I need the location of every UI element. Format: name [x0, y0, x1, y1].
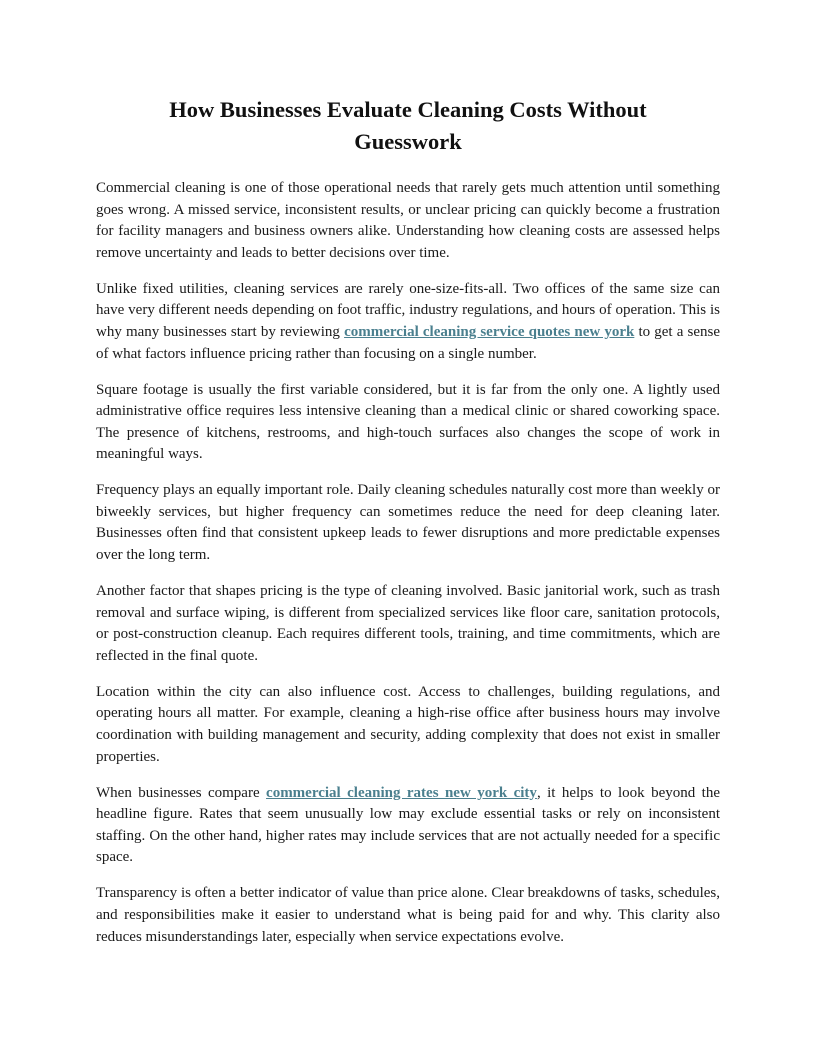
service-quotes-link[interactable]: commercial cleaning service quotes new york — [344, 323, 635, 340]
paragraph-transparency: Transparency is often a better indicator of value than price alone. Clear breakdowns of tasks, schedules, and responsibilities make it easier to understand what is being paid for and why. This clarity also reduces misunderstandings later, especially when service expectations evolve. — [96, 885, 720, 945]
paragraph-frequency: Frequency plays an equally important role. Daily cleaning schedules naturally cost more than weekly or biweekly services, but higher frequency can sometimes reduce the need for deep cleaning later. Businesses often find that consistent upkeep leads to fewer disruptions and more predictable expenses over the long term. — [96, 482, 720, 564]
paragraph-intro: Commercial cleaning is one of those operational needs that rarely gets much attention until something goes wrong. A missed service, inconsistent results, or unclear pricing can quickly become a frustration for facility managers and business owners alike. Understanding how cleaning costs are assessed helps remove uncertainty and leads to better decisions over time. — [96, 180, 720, 261]
paragraph-text: to get a sense of what factors influence pricing rather than focusing on a single number. — [96, 323, 721, 362]
document-page — [96, 94, 720, 963]
paragraph-text: When businesses compare — [96, 784, 267, 801]
paragraph-rates — [96, 783, 720, 869]
cleaning-rates-link[interactable]: commercial cleaning rates new york city — [266, 784, 537, 801]
paragraph-location: Location within the city can also influence cost. Access to challenges, building regulations, and operating hours all matter. For example, cleaning a high-rise office after business hours may involve coordination with building management and security, adding complexity that does not exist in smaller properties. — [96, 683, 720, 765]
paragraph-text: Unlike fixed utilities, cleaning services are rarely one-size-fits-all. Two offices of the same size can have very different needs depending on foot traffic, industry regulations, and hours of operation. This is why many businesses start by reviewing — [96, 280, 720, 340]
article-title: How Businesses Evaluate Cleaning Costs Without Guesswork — [169, 97, 647, 154]
paragraph-quotes — [96, 279, 720, 365]
paragraph-square-footage: Square footage is usually the first variable considered, but it is far from the only one. A lightly used administrative office requires less intensive cleaning than a medical clinic or shared coworking space. The presence of kitchens, restrooms, and high-touch surfaces also changes the scope of work in meaningful ways. — [96, 381, 720, 463]
paragraph-cleaning-type: Another factor that shapes pricing is the type of cleaning involved. Basic janitorial work, such as trash removal and surface wiping, is different from specialized services like floor care, sanitation protocols, or post-construction cleanup. Each requires different tools, training, and time commitments, which are reflected in the final quote. — [96, 583, 720, 664]
paragraph-text: , it helps to look beyond the headline figure. Rates that seem unusually low may exclude essential tasks or rely on inconsistent staffing. On the other hand, higher rates may include services that are not actually needed for a specific space. — [96, 784, 720, 866]
